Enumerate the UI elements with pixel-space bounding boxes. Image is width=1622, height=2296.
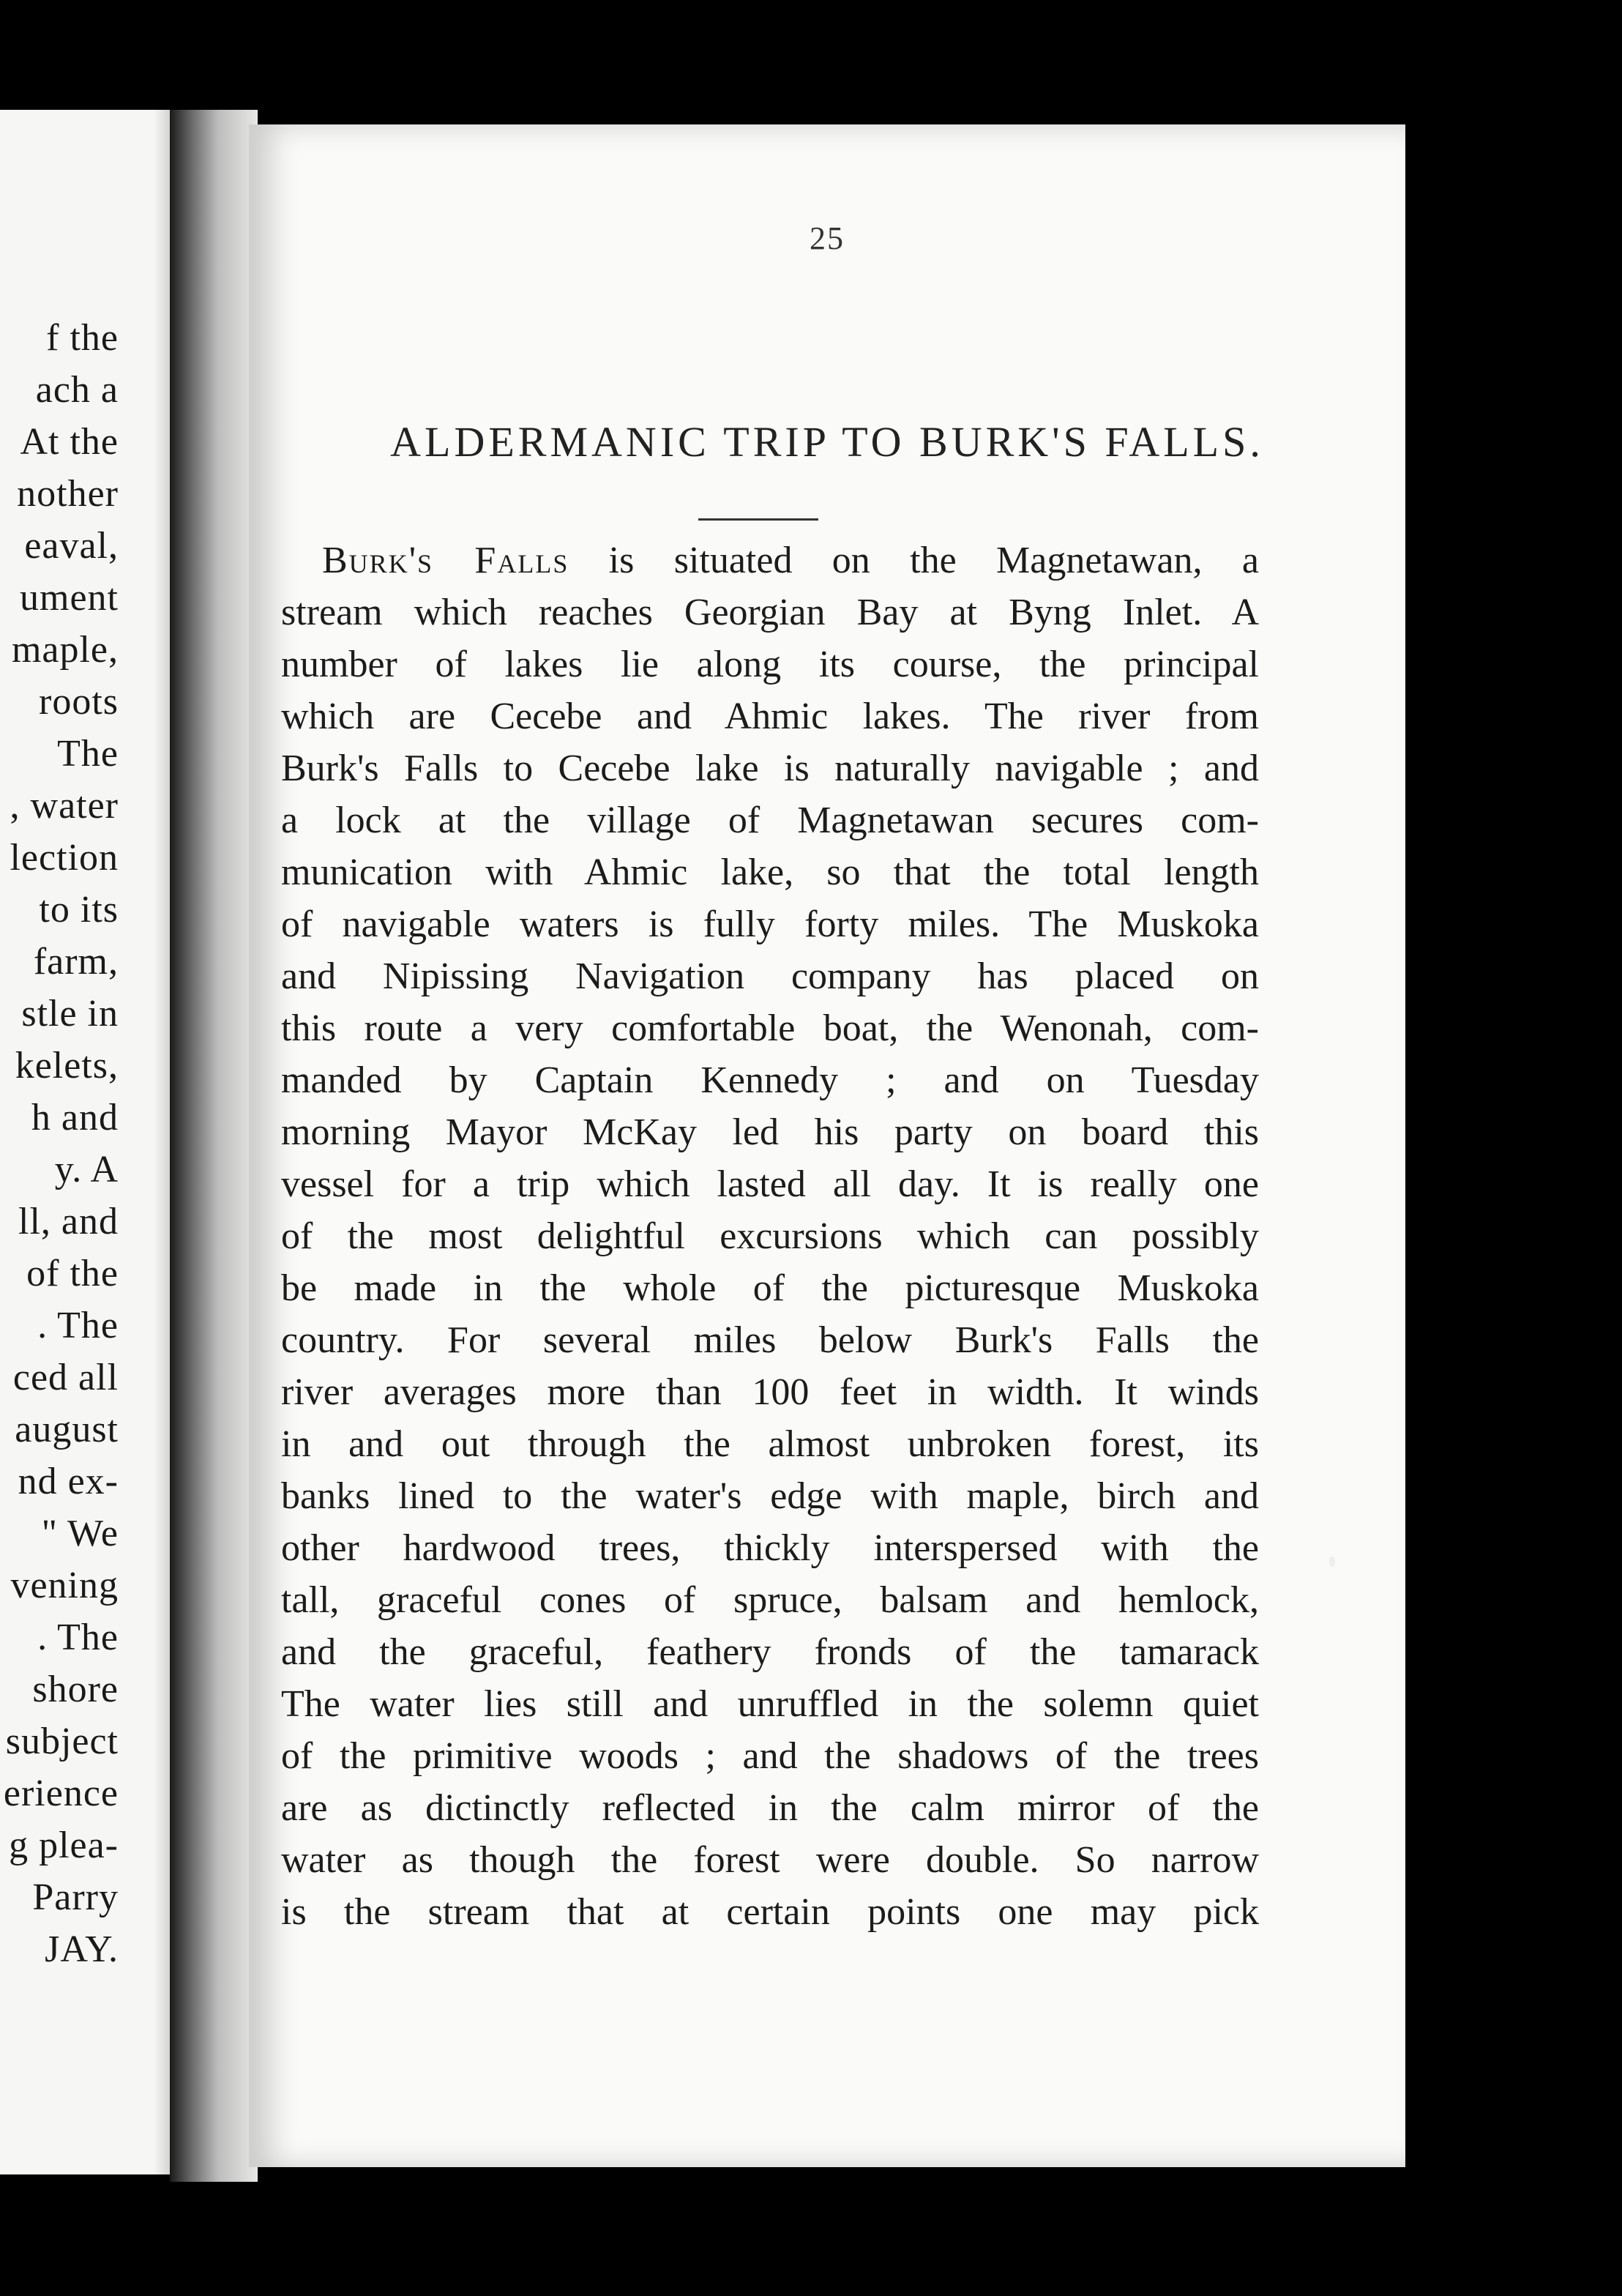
text-line: stream which reaches Georgian Bay at Byng Inlet. A bbox=[281, 592, 1259, 633]
title-divider bbox=[698, 518, 818, 521]
text-line: lection bbox=[10, 837, 119, 879]
text-line: number of lakes lie along its course, the principal bbox=[281, 644, 1259, 685]
text-line: other hardwood trees, thickly interspersed with the bbox=[281, 1527, 1259, 1569]
text-line: and Nipissing Navigation company has placed on bbox=[281, 955, 1259, 997]
text-line: ach a bbox=[35, 369, 119, 411]
text-line bbox=[281, 534, 1259, 586]
text-line: of the primitive woods ; and the shadows of the trees bbox=[281, 1735, 1259, 1777]
text-line: of navigable waters is fully forty miles. The Muskoka bbox=[281, 903, 1259, 945]
text-line: munication with Ahmic lake, so that the total length bbox=[281, 851, 1259, 893]
text-line: At the bbox=[20, 421, 119, 463]
text-line: stle in bbox=[21, 993, 119, 1035]
previous-page-text bbox=[0, 312, 119, 1975]
current-page bbox=[249, 124, 1405, 2167]
text-line: , water bbox=[10, 785, 119, 827]
text-line: h and bbox=[31, 1097, 119, 1138]
text-line: kelets, bbox=[15, 1045, 119, 1086]
text-line: which are Cecebe and Ahmic lakes. The river from bbox=[281, 696, 1259, 737]
text-line: water as though the forest were double. So narrow bbox=[281, 1839, 1259, 1881]
text-line: are as dictinctly reflected in the calm mirror of the bbox=[281, 1787, 1259, 1829]
text-line: is the stream that at certain points one may pick bbox=[281, 1891, 1259, 1933]
text-line: Burk's Falls to Cecebe lake is naturally navigable ; and bbox=[281, 748, 1259, 789]
text-line: august bbox=[15, 1409, 119, 1450]
text-line: . The bbox=[37, 1617, 119, 1658]
text-line: ll, and bbox=[18, 1201, 119, 1242]
text-line: vessel for a trip which lasted all day. It is really one bbox=[281, 1163, 1259, 1205]
text-line: river averages more than 100 feet in width. It winds bbox=[281, 1371, 1259, 1413]
text-line: erience bbox=[3, 1773, 119, 1814]
book-gutter bbox=[170, 110, 258, 2182]
text-line: of the most delightful excursions which can possibly bbox=[281, 1215, 1259, 1257]
text-line: a lock at the village of Magnetawan secures com- bbox=[281, 800, 1259, 841]
text-line: this route a very comfortable boat, the Wenonah, com- bbox=[281, 1007, 1259, 1049]
previous-page bbox=[0, 110, 183, 2174]
text-line: g plea- bbox=[9, 1824, 119, 1866]
text-line: nd ex- bbox=[18, 1461, 119, 1502]
page-number: 25 bbox=[810, 220, 845, 256]
text-line: y. A bbox=[54, 1149, 119, 1190]
text-line: manded by Captain Kennedy ; and on Tuesday bbox=[281, 1059, 1259, 1101]
text-line: be made in the whole of the picturesque Muskoka bbox=[281, 1267, 1259, 1309]
opening-words: Burk's Falls bbox=[322, 540, 569, 581]
text-line: roots bbox=[39, 681, 119, 723]
text-line: " We bbox=[41, 1513, 119, 1554]
text-line: vening bbox=[10, 1565, 119, 1606]
text-line: eaval, bbox=[24, 525, 119, 567]
text-line: ument bbox=[20, 577, 119, 619]
text-line: ced all bbox=[12, 1357, 119, 1398]
text-line: tall, graceful cones of spruce, balsam and hemlock, bbox=[281, 1579, 1259, 1621]
text-line: f the bbox=[46, 317, 119, 359]
text-line: in and out through the almost unbroken forest, its bbox=[281, 1423, 1259, 1465]
text-line: . The bbox=[37, 1305, 119, 1346]
text-line: The water lies still and unruffled in the solemn quiet bbox=[281, 1683, 1259, 1725]
text-line: to its bbox=[39, 889, 119, 931]
text-line: The bbox=[57, 733, 119, 775]
scan-speck bbox=[1329, 1557, 1335, 1567]
text-line: JAY. bbox=[45, 1928, 119, 1970]
text-line: country. For several miles below Burk's Falls the bbox=[281, 1319, 1259, 1361]
text-line: of the bbox=[26, 1253, 119, 1294]
text-line: maple, bbox=[11, 629, 119, 671]
text-line: nother bbox=[17, 473, 119, 515]
text-line-rest: is situated on the Magnetawan, a bbox=[569, 540, 1259, 581]
text-line: shore bbox=[32, 1669, 119, 1710]
chapter-title: ALDERMANIC TRIP TO BURK'S FALLS. bbox=[390, 418, 1264, 466]
text-line: banks lined to the water's edge with maple, birch and bbox=[281, 1475, 1259, 1517]
text-line: and the graceful, feathery fronds of the tamarack bbox=[281, 1631, 1259, 1673]
text-line: subject bbox=[5, 1721, 119, 1762]
text-line: farm, bbox=[33, 941, 119, 983]
body-text bbox=[281, 534, 1259, 1938]
text-line: morning Mayor McKay led his party on board this bbox=[281, 1111, 1259, 1153]
text-line: Parry bbox=[32, 1876, 119, 1918]
